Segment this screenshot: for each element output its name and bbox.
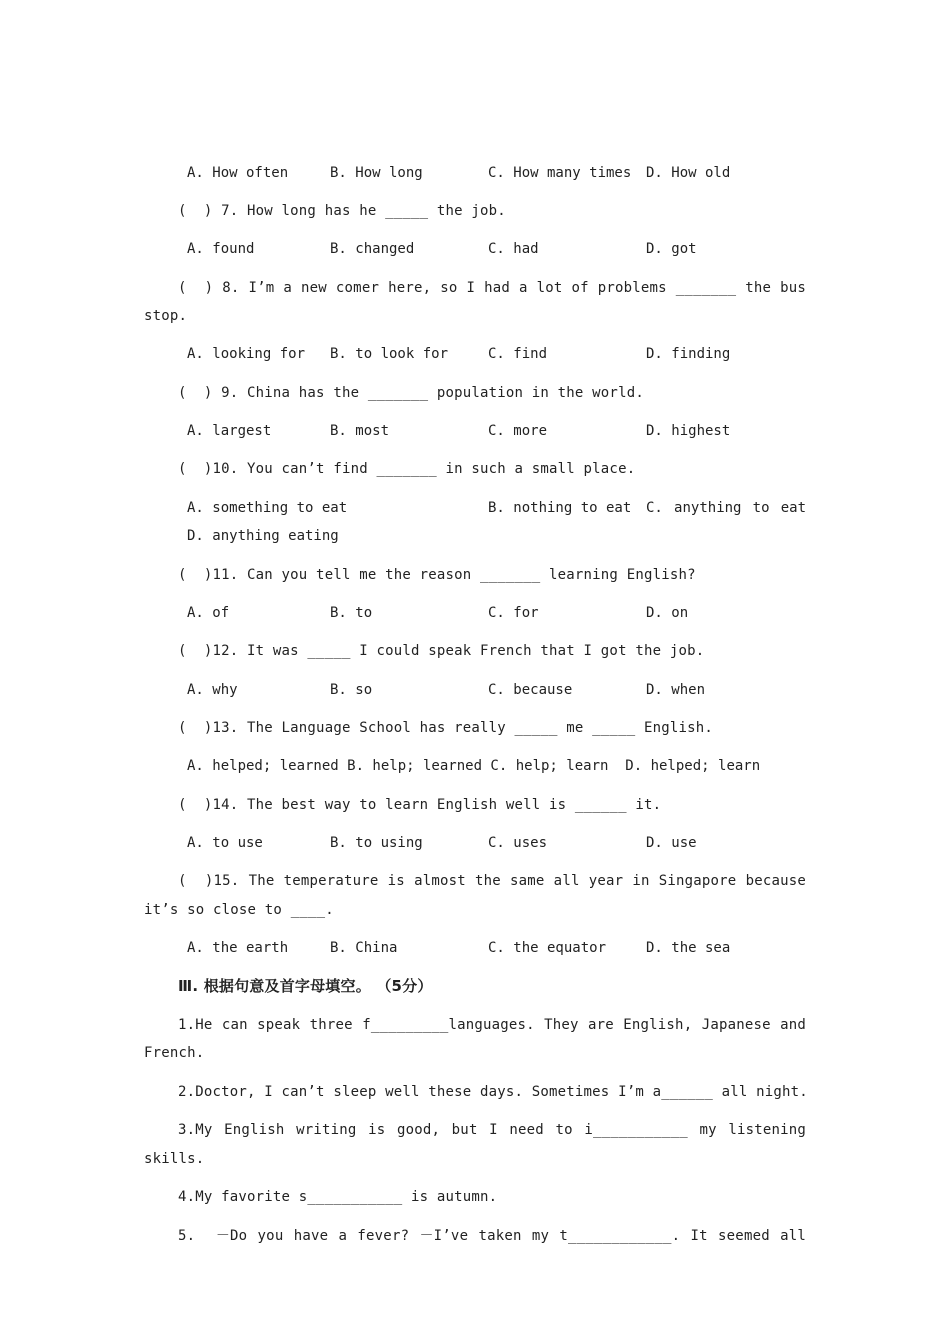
q7-option-c: C. had bbox=[488, 241, 539, 257]
q10-stem: ( )10. You can’t find _______ in such a small place. bbox=[178, 461, 636, 477]
section-3-heading: Ⅲ. 根据句意及首字母填空。 （5分） bbox=[178, 977, 433, 995]
fill-5-line1: 5. －Do you have a fever? －I’ve taken my t____________. It seemed all bbox=[178, 1228, 806, 1244]
q15-option-c: C. the equator bbox=[488, 940, 607, 956]
q6-option-c: C. How many times bbox=[488, 165, 632, 181]
q11-option-a: A. of bbox=[187, 605, 230, 621]
q14-stem: ( )14. The best way to learn English well is ______ it. bbox=[178, 797, 662, 813]
q12-stem: ( )12. It was _____ I could speak French that I got the job. bbox=[178, 643, 705, 659]
q7-option-d: D. got bbox=[646, 241, 697, 257]
q9-option-b: B. most bbox=[330, 423, 390, 439]
q6-option-b: B. How long bbox=[330, 165, 423, 181]
fill-2: 2.Doctor, I can’t sleep well these days. Sometimes I’m a______ all night. bbox=[178, 1084, 808, 1100]
q6-option-d: D. How old bbox=[646, 165, 731, 181]
q15-option-b: B. China bbox=[330, 940, 398, 956]
q14-option-c: C. uses bbox=[488, 835, 548, 851]
q7-option-b: B. changed bbox=[330, 241, 415, 257]
q11-option-d: D. on bbox=[646, 605, 689, 621]
q12-option-d: D. when bbox=[646, 682, 706, 698]
fill-3-line2: skills. bbox=[144, 1151, 205, 1167]
q14-option-d: D. use bbox=[646, 835, 697, 851]
q13-stem: ( )13. The Language School has really _____ me _____ English. bbox=[178, 720, 713, 736]
q11-stem: ( )11. Can you tell me the reason _______ learning English? bbox=[178, 567, 696, 583]
q10-option-a: A. something to eat bbox=[187, 500, 348, 516]
q15-stem-line1: ( )15. The temperature is almost the same all year in Singapore because bbox=[178, 873, 806, 889]
q9-stem: ( ) 9. China has the _______ population in the world. bbox=[178, 385, 644, 401]
q14-option-a: A. to use bbox=[187, 835, 263, 851]
q8-option-a: A. looking for bbox=[187, 346, 306, 362]
q15-option-d: D. the sea bbox=[646, 940, 731, 956]
q11-option-b: B. to bbox=[330, 605, 373, 621]
q10-option-c: C. anything to eat bbox=[646, 500, 806, 516]
q8-stem-line1: ( ) 8. I’m a new comer here, so I had a lot of problems _______ the bus bbox=[178, 280, 806, 296]
fill-1-line2: French. bbox=[144, 1045, 205, 1061]
q8-option-c: C. find bbox=[488, 346, 548, 362]
q12-option-a: A. why bbox=[187, 682, 238, 698]
q14-option-b: B. to using bbox=[330, 835, 423, 851]
q11-option-c: C. for bbox=[488, 605, 539, 621]
q8-stem-line2: stop. bbox=[144, 308, 188, 324]
q15-option-a: A. the earth bbox=[187, 940, 289, 956]
fill-3-line1: 3.My English writing is good, but I need to i___________ my listening bbox=[178, 1122, 806, 1138]
q10-option-b: B. nothing to eat bbox=[488, 500, 632, 516]
q10-option-d: D. anything eating bbox=[187, 528, 339, 544]
q9-option-a: A. largest bbox=[187, 423, 272, 439]
q8-option-d: D. finding bbox=[646, 346, 731, 362]
q9-option-d: D. highest bbox=[646, 423, 731, 439]
q8-option-b: B. to look for bbox=[330, 346, 449, 362]
q12-option-c: C. because bbox=[488, 682, 573, 698]
q13-options: A. helped; learned B. help; learned C. help; learn D. helped; learn bbox=[187, 758, 761, 774]
fill-4: 4.My favorite s___________ is autumn. bbox=[178, 1189, 498, 1205]
q12-option-b: B. so bbox=[330, 682, 373, 698]
fill-1-line1: 1.He can speak three f_________languages. They are English, Japanese and bbox=[178, 1017, 806, 1033]
q15-stem-line2: it’s so close to ____. bbox=[144, 902, 334, 918]
q6-option-a: A. How often bbox=[187, 165, 289, 181]
q7-stem: ( ) 7. How long has he _____ the job. bbox=[178, 203, 506, 219]
q9-option-c: C. more bbox=[488, 423, 548, 439]
q7-option-a: A. found bbox=[187, 241, 255, 257]
